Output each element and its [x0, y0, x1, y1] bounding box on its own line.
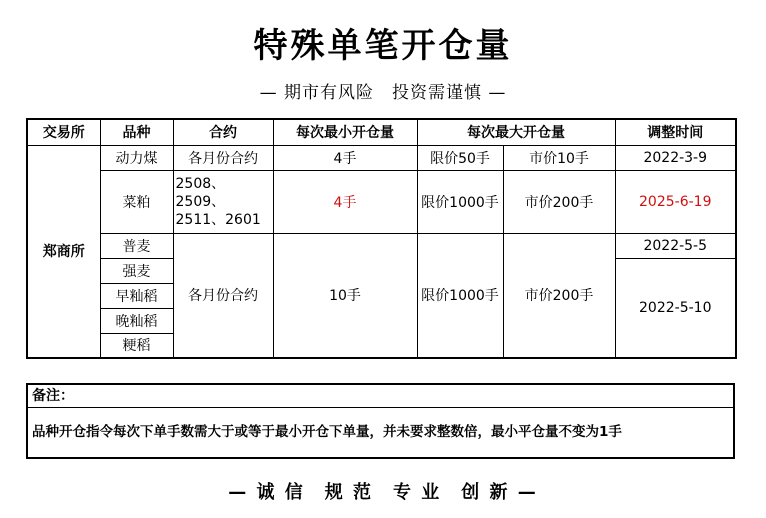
date-cell: 2022-3-9: [615, 145, 736, 170]
table-row: [27, 170, 736, 233]
variety-cell: 普麦: [100, 233, 173, 258]
variety-cell: 菜粕: [100, 170, 173, 233]
variety-cell: 早籼稻: [100, 283, 173, 308]
max-limit-cell: 限价50手: [417, 145, 503, 170]
group-min-cell: 10手: [273, 233, 417, 358]
group-max-limit-cell: 限价1000手: [417, 233, 503, 358]
table-header-row: [27, 119, 736, 145]
group-max-market-cell: 市价200手: [503, 233, 615, 358]
header-contract: 合约: [173, 119, 273, 145]
header-max: 每次最大开仓量: [417, 119, 615, 145]
group-date-cell: 2022-5-10: [615, 258, 736, 358]
variety-cell: 晚籼稻: [100, 308, 173, 333]
variety-cell: 动力煤: [100, 145, 173, 170]
table-row: [27, 145, 736, 170]
exchange-cell: 郑商所: [27, 145, 100, 358]
contract-cell: [173, 170, 273, 233]
date-cell: 2025-6-19: [615, 170, 736, 233]
page-subtitle: — 期市有风险 投资需谨慎 —: [259, 83, 507, 103]
variety-cell: 粳稻: [100, 333, 173, 358]
page-title: 特殊单笔开仓量: [253, 26, 513, 66]
contract-line: 2508、2509、: [175, 175, 226, 210]
max-market-cell: 市价200手: [503, 170, 615, 233]
table-row: [27, 233, 736, 258]
date-cell: 2022-5-5: [615, 233, 736, 258]
max-limit-cell: 限价1000手: [417, 170, 503, 233]
header-date: 调整时间: [615, 119, 736, 145]
contract-cell: 各月份合约: [173, 145, 273, 170]
notes-text: 品种开仓指令每次下单手数需大于或等于最小开仓下单量，并未要求整数倍，最小平仓量不变为1手: [32, 424, 622, 440]
group-contract-cell: 各月份合约: [173, 233, 273, 358]
min-cell: 4手: [273, 145, 417, 170]
notes-label: 备注：: [28, 385, 733, 408]
variety-cell: 强麦: [100, 258, 173, 283]
contract-line: 2511、2601: [175, 211, 261, 228]
notes-box: [26, 383, 735, 459]
max-market-cell: 市价10手: [503, 145, 615, 170]
min-cell: 4手: [273, 170, 417, 233]
footer-slogan: — 诚 信 规 范 专 业 创 新 —: [228, 482, 538, 503]
position-limit-table: [26, 118, 737, 359]
header-variety: 品种: [100, 119, 173, 145]
header-exchange: 交易所: [27, 119, 100, 145]
header-min: 每次最小开仓量: [273, 119, 417, 145]
